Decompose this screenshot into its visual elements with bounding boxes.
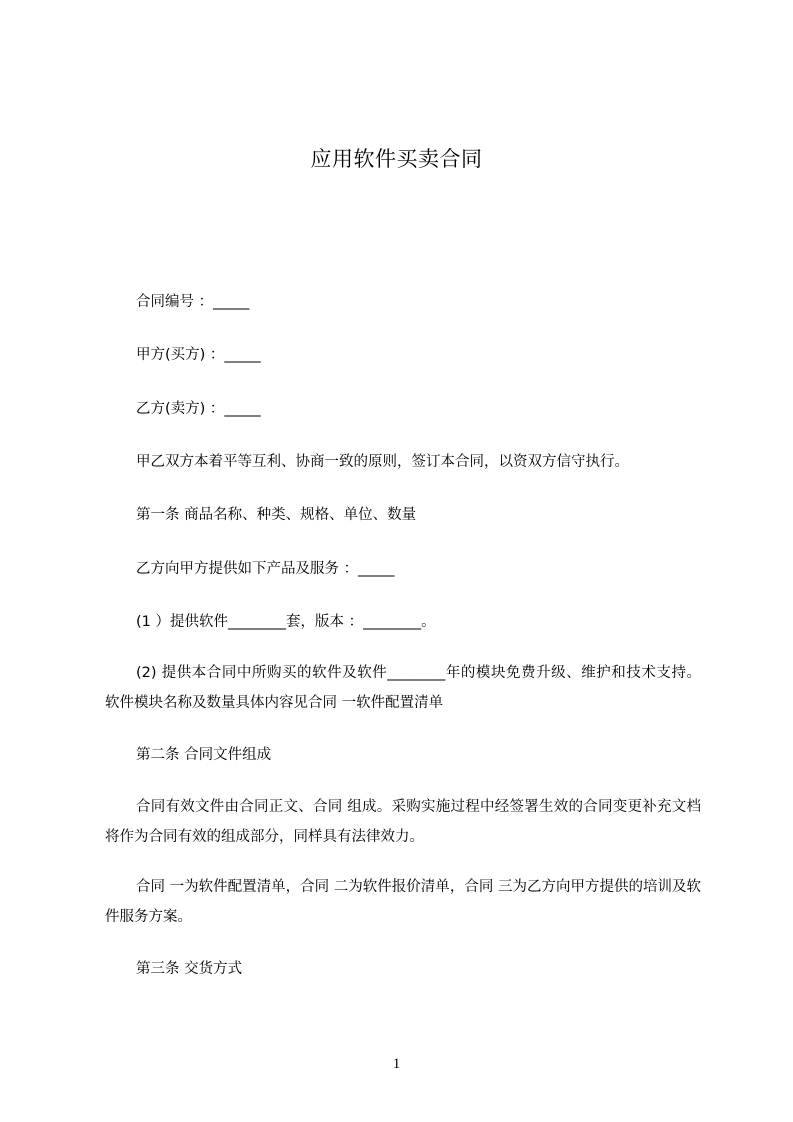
article-2-heading: 第二条 合同文件组成 — [136, 747, 272, 763]
article-3-heading: 第三条 交货方式 — [136, 961, 243, 977]
article-1-heading: 第一条 商品名称、种类、规格、单位、数量 — [136, 507, 417, 523]
contract-number-line: 合同编号 ：_____ — [136, 294, 250, 310]
article-1-intro: 乙方向甲方提供如下产品及服务 ：_____ — [136, 561, 395, 577]
article-1-item-2: (2) 提供本合同中所购买的软件及软件________年的模块免费升级、维护和技术支持。 软件模块名称及数量具体内容见合同 一软件配置清单 — [105, 665, 701, 711]
party-b-line: 乙方(卖方) ：_____ — [136, 401, 261, 417]
document-title: 应用软件买卖合同 — [310, 147, 483, 171]
article-1-item-1: (1 ）提供软件________套，版本 ：________。 — [136, 614, 436, 630]
page-number: 1 — [392, 1056, 401, 1072]
party-a-line: 甲方(买方) ：_____ — [136, 347, 261, 363]
article-2-paragraph-1: 合同有效文件由合同正文、合同 组成。采购实施过程中经签署生效的合同变更补充文档将作为合同有效的组成部分，同样具有法律效力。 — [105, 799, 701, 845]
preamble-text: 甲乙双方本着平等互利、协商一致的原则，签订本合同，以资双方信守执行。 — [136, 454, 629, 470]
article-2-paragraph-2: 合同 一为软件配置清单，合同 二为软件报价清单，合同 三为乙方向甲方提供的培训及软件服务方案。 — [105, 879, 701, 925]
